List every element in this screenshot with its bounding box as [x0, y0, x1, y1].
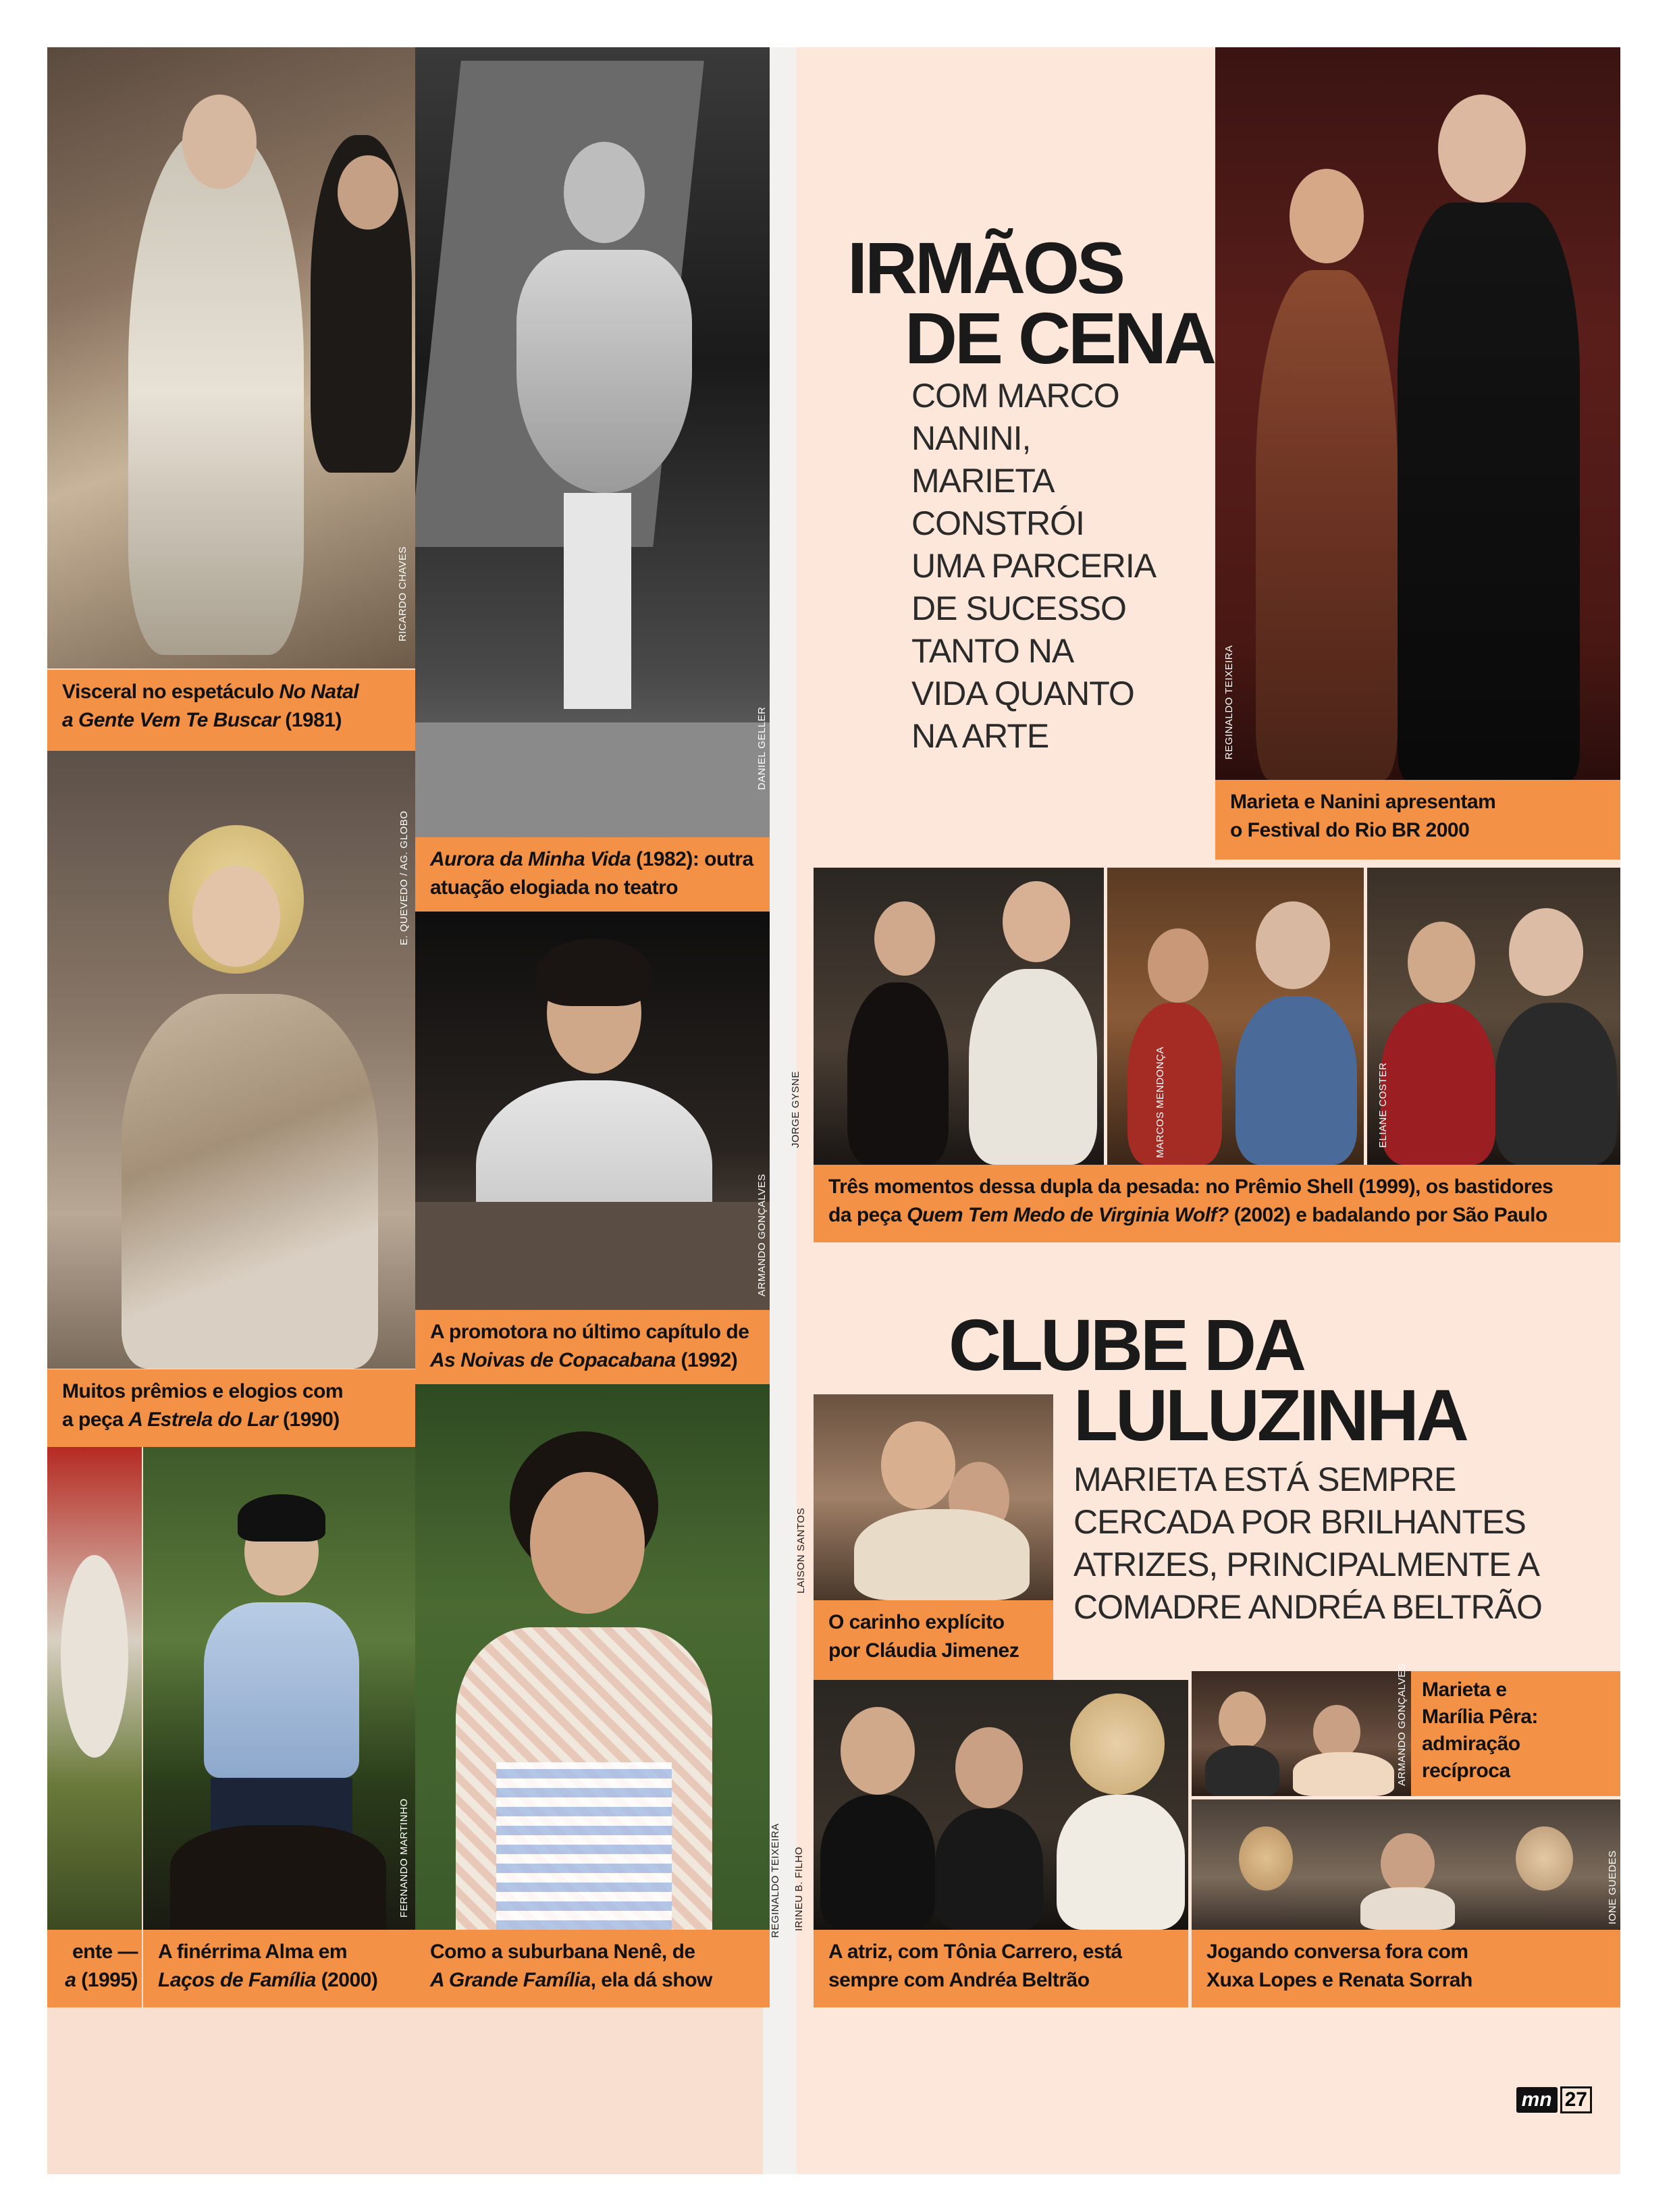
- credit-ione: IONE GUEDES: [1607, 1850, 1618, 1924]
- caption-text: recíproca: [1422, 1760, 1510, 1782]
- credit-armando-2: ARMANDO GONÇALVES: [1396, 1663, 1408, 1786]
- caption-text: (1982): outra: [631, 848, 753, 870]
- photo-promotora: [415, 912, 770, 1310]
- caption-marilia: [1411, 1671, 1620, 1796]
- headline-line: IRMÃOS: [847, 227, 1123, 309]
- deck-line: TANTO NA: [911, 632, 1074, 670]
- caption-text: Muitos prêmios e elogios com: [62, 1380, 344, 1402]
- caption-text: admiração: [1422, 1733, 1520, 1755]
- credit-armando-1: ARMANDO GONÇALVES: [756, 1174, 768, 1296]
- caption-title: a: [65, 1969, 76, 1991]
- caption-carinho: [814, 1600, 1053, 1680]
- caption-xuxa: [1192, 1930, 1620, 2007]
- caption-title: A Estrela do Lar: [128, 1408, 278, 1431]
- credit-irineu: IRINEU B. FILHO: [793, 1846, 805, 1931]
- photo-premio-shell: [814, 868, 1104, 1165]
- credit-ricardo: RICARDO CHAVES: [397, 546, 408, 641]
- page-number: 27: [1560, 2086, 1592, 2113]
- photo-alma: [143, 1447, 415, 1930]
- caption-text: sempre com Andréa Beltrão: [828, 1969, 1090, 1991]
- caption-text: Visceral no espetáculo: [62, 681, 280, 703]
- caption-text: ente —: [72, 1941, 138, 1963]
- caption-text: (1992): [675, 1349, 738, 1371]
- headline-line: LULUZINHA: [1073, 1374, 1466, 1456]
- photo-nene: [415, 1384, 770, 1930]
- headline-irmaos: [847, 227, 1215, 379]
- deck-line: DE SUCESSO: [911, 589, 1126, 627]
- credit-marcos: MARCOS MENDONÇA: [1154, 1046, 1166, 1158]
- caption-text: da peça: [828, 1204, 907, 1226]
- caption-text: , ela dá show: [590, 1969, 712, 1991]
- deck-line: VIDA QUANTO: [911, 675, 1134, 712]
- photo-sao-paulo: [1367, 868, 1620, 1165]
- caption-tres-momentos: [814, 1165, 1620, 1242]
- deck-line: MARIETA ESTÁ SEMPRE: [1073, 1460, 1456, 1498]
- caption-text: atuação elogiada no teatro: [430, 876, 679, 899]
- caption-text: Como a suburbana Nenê, de: [430, 1941, 695, 1963]
- deck-line: NA ARTE: [911, 717, 1049, 755]
- page-footer: [1516, 2086, 1592, 2113]
- caption-aurora: [415, 837, 770, 912]
- deck-irmaos: [911, 375, 1156, 758]
- caption-text: (1990): [277, 1408, 340, 1431]
- caption-text: A promotora no último capítulo de: [430, 1321, 749, 1343]
- caption-alma: [143, 1930, 415, 2007]
- photo-no-natal: [47, 47, 415, 668]
- caption-text: Marieta e Nanini apresentam: [1230, 791, 1496, 813]
- caption-estrela-do-lar: [47, 1369, 415, 1447]
- caption-title: Aurora da Minha Vida: [430, 848, 631, 870]
- caption-text: o Festival do Rio BR 2000: [1230, 819, 1470, 841]
- caption-text: (2000): [315, 1969, 378, 1991]
- caption-title: No Natal: [279, 681, 359, 703]
- caption-nene: [415, 1930, 770, 2007]
- magazine-logo: mn: [1516, 2087, 1558, 2113]
- caption-text: O carinho explícito: [828, 1611, 1005, 1633]
- deck-line: CERCADA POR BRILHANTES: [1073, 1503, 1526, 1541]
- caption-title: As Noivas de Copacabana: [430, 1349, 676, 1371]
- photo-carinho: [814, 1394, 1053, 1600]
- photo-xuxa: [1192, 1799, 1620, 1930]
- deck-clube: [1073, 1458, 1542, 1629]
- deck-line: MARIETA: [911, 462, 1055, 500]
- caption-text: a peça: [62, 1408, 129, 1431]
- caption-text: (1981): [280, 709, 342, 731]
- deck-line: CONSTRÓI: [911, 504, 1084, 542]
- caption-text: (2002) e badalando por São Paulo: [1228, 1204, 1547, 1226]
- credit-quevedo: E. QUEVEDO / AG. GLOBO: [398, 810, 410, 945]
- photo-partial-left: [47, 1447, 142, 1930]
- caption-text: A finérrima Alma em: [158, 1941, 348, 1963]
- photo-bastidores: [1107, 868, 1364, 1165]
- credit-eliane: ELIANE COSTER: [1377, 1062, 1389, 1148]
- caption-no-natal: [47, 670, 415, 751]
- caption-partial: [47, 1930, 142, 2007]
- caption-title: a Gente Vem Te Buscar: [62, 709, 280, 731]
- caption-text: A atriz, com Tônia Carrero, está: [828, 1941, 1122, 1963]
- photo-marilia: [1192, 1671, 1411, 1796]
- deck-line: NANINI,: [911, 419, 1031, 457]
- deck-line: COMADRE ANDRÉA BELTRÃO: [1073, 1588, 1542, 1626]
- caption-text: Jogando conversa fora com: [1206, 1941, 1468, 1963]
- headline-line: DE CENA: [905, 297, 1215, 379]
- caption-tonia: [814, 1930, 1188, 2007]
- credit-reginaldo-2: REGINALDO TEIXEIRA: [770, 1823, 781, 1938]
- deck-line: COM MARCO: [911, 377, 1119, 415]
- caption-title: A Grande Família: [430, 1969, 591, 1991]
- caption-text: (1995): [76, 1969, 138, 1991]
- credit-reginaldo-1: REGINALDO TEIXEIRA: [1223, 645, 1235, 760]
- photo-festival: [1215, 47, 1620, 780]
- photo-tonia: [814, 1680, 1188, 1930]
- credit-daniel: DANIEL GELLER: [756, 706, 768, 790]
- caption-text: Três momentos dessa dupla da pesada: no Prêmio Shell (1999), os bastidores: [828, 1176, 1554, 1198]
- deck-line: UMA PARCERIA: [911, 547, 1157, 585]
- credit-fernando: FERNANDO MARTINHO: [398, 1798, 410, 1918]
- caption-text: Marieta e: [1422, 1679, 1507, 1701]
- caption-text: Xuxa Lopes e Renata Sorrah: [1206, 1969, 1472, 1991]
- credit-jorge: JORGE GYSNE: [790, 1071, 801, 1148]
- caption-text: Marília Pêra:: [1422, 1706, 1538, 1728]
- caption-title: Quem Tem Medo de Virginia Wolf?: [907, 1204, 1229, 1226]
- caption-promotora: [415, 1310, 770, 1384]
- caption-festival: [1215, 780, 1620, 860]
- photo-estrela-do-lar: [47, 751, 415, 1369]
- headline-line: CLUBE DA: [949, 1304, 1304, 1386]
- deck-line: ATRIZES, PRINCIPALMENTE A: [1073, 1546, 1539, 1583]
- photo-aurora: [415, 47, 770, 837]
- credit-laison: LAISON SANTOS: [795, 1507, 807, 1594]
- caption-title: Laços de Família: [158, 1969, 316, 1991]
- caption-text: por Cláudia Jimenez: [828, 1639, 1019, 1662]
